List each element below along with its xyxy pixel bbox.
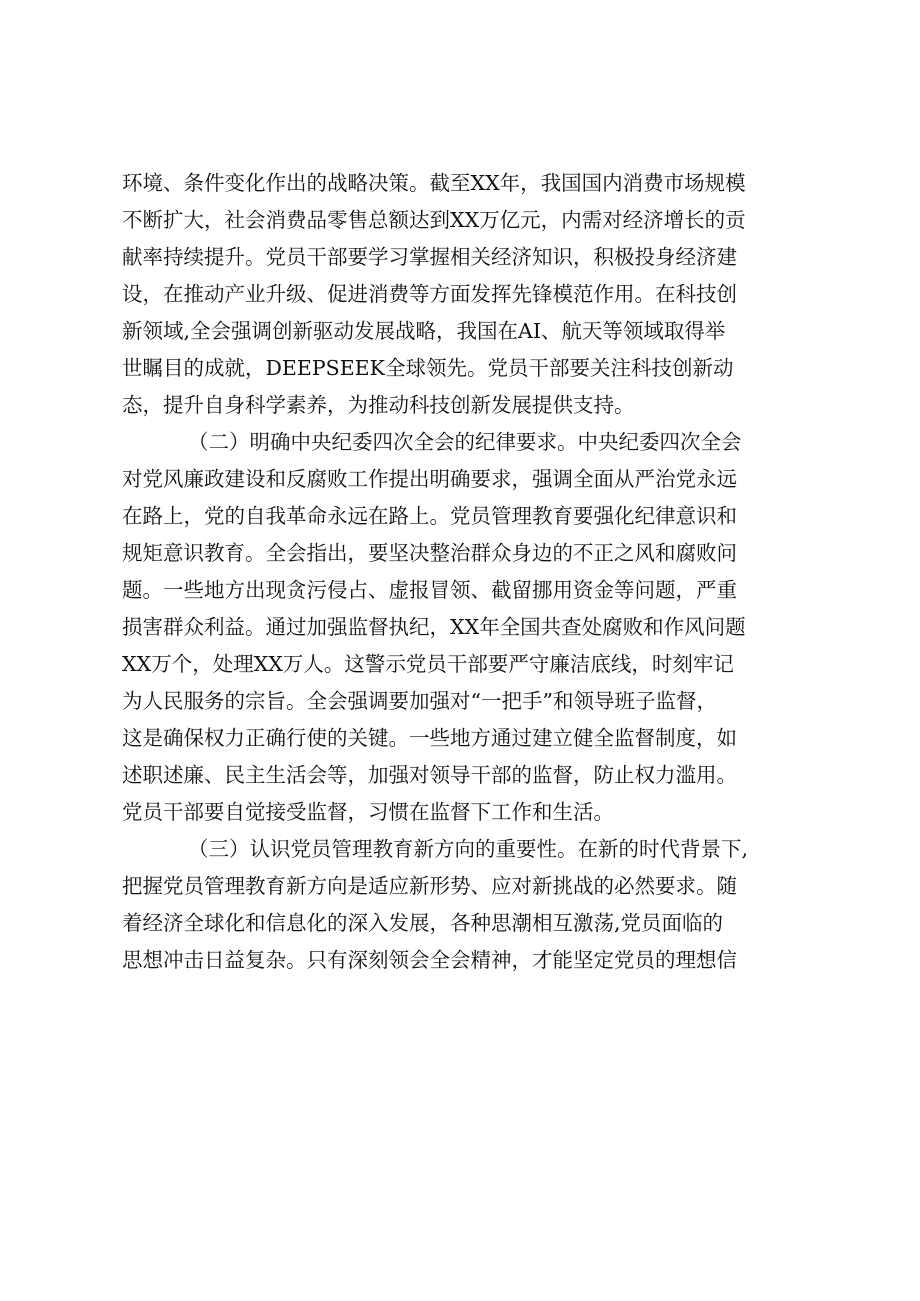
text-line: 损害群众利益。通过加强监督执纪，XX年全国共查处腐败和作风问题 <box>122 615 746 639</box>
text-line: 思想冲击日益复杂。只有深刻领会全会精神，才能坚定党员的理想信 <box>122 948 737 972</box>
text-line: 在路上，党的自我革命永远在路上。党员管理教育要强化纪律意识和 <box>122 504 737 528</box>
text-line: 为人民服务的宗旨。全会强调要加强对“一把手”和领导班子监督， <box>122 689 717 713</box>
text-line: 设，在推动产业升级、促进消费等方面发挥先锋模范作用。在科技创 <box>122 282 737 306</box>
text-line: 这是确保权力正确行使的关键。一些地方通过建立健全监督制度，如 <box>122 726 737 750</box>
text-line: 献率持续提升。党员干部要学习掌握相关经济知识，积极投身经济建 <box>122 245 737 269</box>
text-line: 环境、条件变化作出的战略决策。截至XX年，我国国内消费市场规模 <box>122 171 746 195</box>
text-line: 规矩意识教育。全会指出，要坚决整治群众身边的不正之风和腐败问 <box>122 541 737 565</box>
text-line: 题。一些地方出现贪污侵占、虚报冒领、截留挪用资金等问题，严重 <box>122 578 737 602</box>
paragraph-heading-3: （三）认识党员管理教育新方向的重要性。在新的时代背景下, <box>188 837 749 861</box>
text-line: 对党风廉政建设和反腐败工作提出明确要求，强调全面从严治党永远 <box>122 467 737 491</box>
text-line: 把握党员管理教育新方向是适应新形势、应对新挑战的必然要求。随 <box>122 874 737 898</box>
text-line: 态，提升自身科学素养，为推动科技创新发展提供支持。 <box>122 393 635 417</box>
text-line: 党员干部要自觉接受监督，习惯在监督下工作和生活。 <box>122 800 614 824</box>
text-line: 世瞩目的成就，DEEPSEEK全球领先。党员干部要关注科技创新动 <box>122 356 734 380</box>
text-line: 不断扩大，社会消费品零售总额达到XX万亿元，内需对经济增长的贡 <box>122 208 746 232</box>
document-body <box>122 165 828 979</box>
text-line: 述职述廉、民主生活会等，加强对领导干部的监督，防止权力滥用。 <box>122 763 737 787</box>
text-line: XX万个，处理XX万人。这警示党员干部要严守廉洁底线，时刻牢记 <box>122 652 734 676</box>
text-line: 着经济全球化和信息化的深入发展，各种思潮相互激荡,党员面临的 <box>122 911 724 935</box>
paragraph-heading-2: （二）明确中央纪委四次全会的纪律要求。中央纪委四次全会 <box>188 430 742 454</box>
text-line: 新领域,全会强调创新驱动发展战略，我国在AI、航天等领域取得举 <box>122 319 726 343</box>
